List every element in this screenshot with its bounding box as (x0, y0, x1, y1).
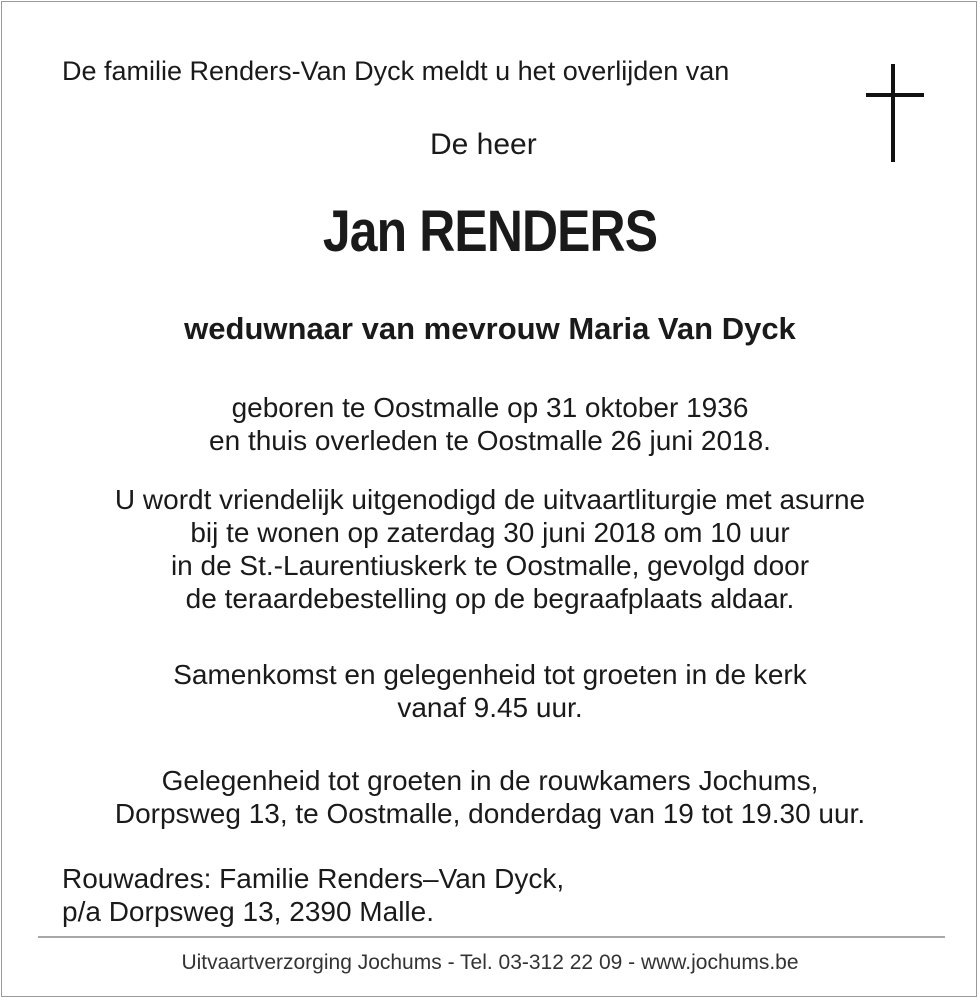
visitation-block (2, 764, 978, 830)
text-line: in de St.-Laurentiuskerk te Oostmalle, gevolgd door (170, 550, 810, 581)
mourning-address (62, 862, 564, 928)
cross-icon (866, 64, 924, 162)
text-line: bij te wonen op zaterdag 30 juni 2018 om 10 uur (190, 517, 790, 548)
deceased-name: Jan RENDERS (322, 199, 658, 264)
widower-line: weduwnaar van mevrouw Maria Van Dyck (184, 311, 796, 346)
text-line: Rouwadres: Familie Renders–Van Dyck, (62, 863, 565, 894)
text-line: U wordt vriendelijk uitgenodigd de uitvaartliturgie met asurne (114, 484, 866, 515)
divider (38, 936, 945, 938)
text-line: Gelegenheid tot groeten in de rouwkamers Jochums, (161, 765, 819, 796)
funeral-block (2, 483, 978, 615)
footer-text: Uitvaartverzorging Jochums - Tel. 03-312 22 09 - www.jochums.be (181, 951, 799, 974)
text-line: vanaf 9.45 uur. (397, 692, 583, 723)
text-line: Dorpsweg 13, te Oostmalle, donderdag van 19 tot 19.30 uur. (114, 798, 866, 829)
salutation: De heer (430, 128, 537, 161)
death-notice (1, 1, 977, 997)
text-line: en thuis overleden te Oostmalle 26 juni 2018. (209, 425, 771, 456)
gathering-block (2, 658, 978, 724)
text-line: de teraardebestelling op de begraafplaats aldaar. (185, 583, 795, 614)
text-line: geboren te Oostmalle op 31 oktober 1936 (231, 392, 749, 423)
intro-text: De familie Renders-Van Dyck meldt u het overlijden van (62, 56, 730, 86)
text-line: p/a Dorpsweg 13, 2390 Malle. (62, 896, 434, 927)
text-line: Samenkomst en gelegenheid tot groeten in de kerk (173, 659, 807, 690)
birth-death-block (2, 391, 978, 457)
